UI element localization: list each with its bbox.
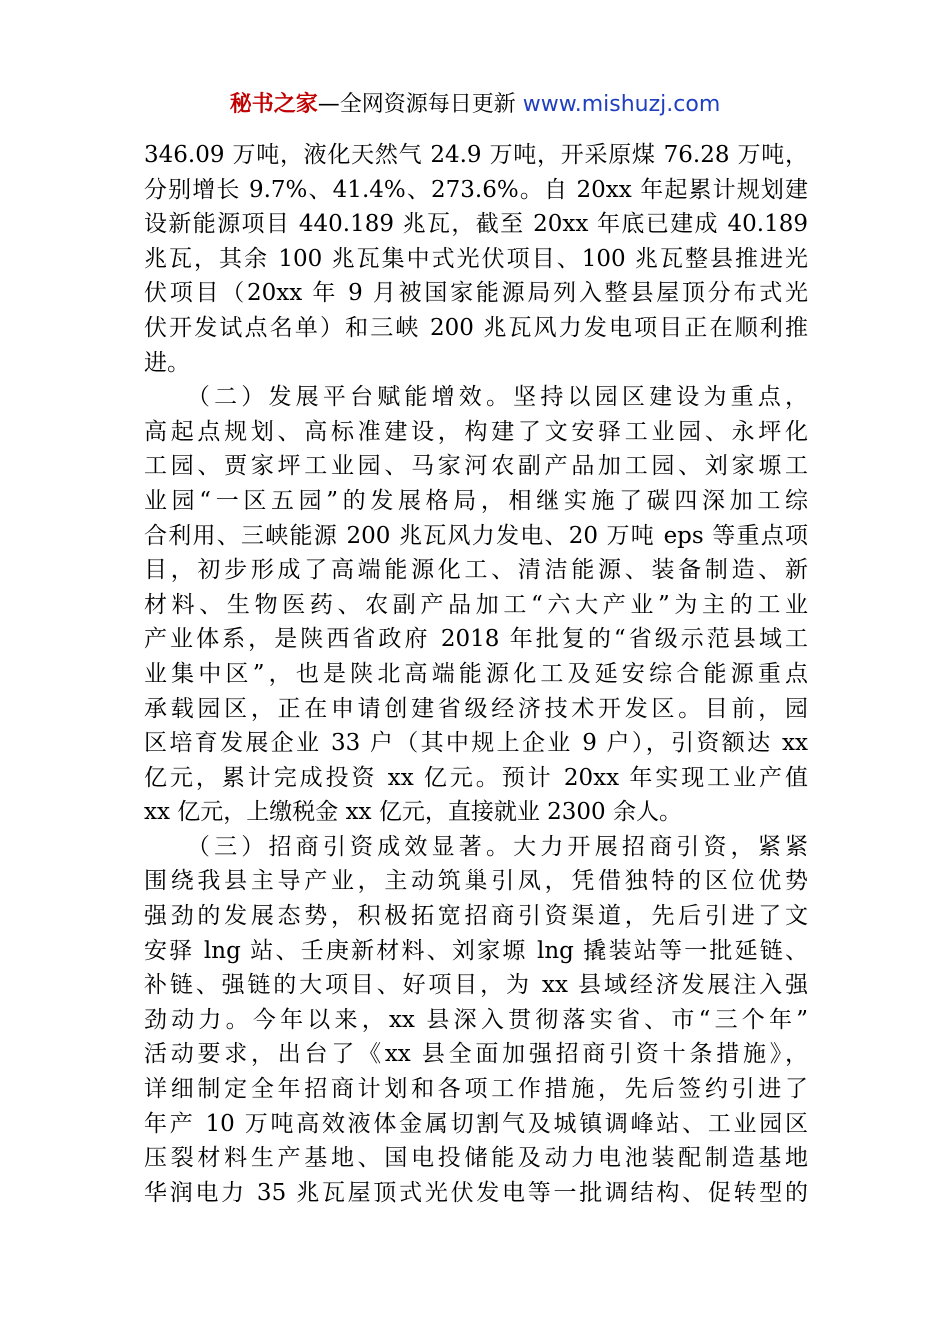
text-line: 年产 10 万吨高效液体金属切割气及城镇调峰站、工业园区 bbox=[144, 1110, 808, 1137]
text-line: 劲动力。今年以来，xx 县深入贯彻落实省、市“三个年” bbox=[144, 1006, 808, 1033]
text-line: （二）发展平台赋能增效。坚持以园区建设为重点， bbox=[144, 384, 808, 411]
text-line: 活动要求，出台了《xx 县全面加强招商引资十条措施》， bbox=[144, 1041, 808, 1068]
text-line: 工园、贾家坪工业园、马家河农副产品加工园、刘家塬工 bbox=[144, 453, 808, 480]
text-line: 补链、强链的大项目、好项目，为 xx 县域经济发展注入强 bbox=[144, 972, 808, 999]
text-line: 设新能源项目 440.189 兆瓦，截至 20xx 年底已建成 40.189 bbox=[144, 211, 808, 238]
text-line: 目，初步形成了高端能源化工、清洁能源、装备制造、新 bbox=[144, 557, 808, 584]
text-line: 业园“一区五园”的发展格局，相继实施了碳四深加工综 bbox=[144, 487, 808, 514]
text-line: 材料、生物医药、农副产品加工“六大产业”为主的工业 bbox=[144, 591, 808, 618]
text-line: 承载园区，正在申请创建省级经济技术开发区。目前，园 bbox=[144, 695, 808, 722]
text-line: 业集中区”，也是陕北高端能源化工及延安综合能源重点 bbox=[144, 660, 808, 687]
document-body bbox=[144, 138, 808, 1210]
brand-name: 秘书之家 bbox=[229, 92, 318, 117]
site-header bbox=[0, 88, 950, 122]
text-line: 分别增长 9.7%、41.4%、273.6%。自 20xx 年起累计规划建 bbox=[144, 176, 808, 203]
text-line: 伏项目（20xx 年 9 月被国家能源局列入整县屋顶分布式光 bbox=[144, 280, 808, 307]
text-line: 兆瓦，其余 100 兆瓦集中式光伏项目、100 兆瓦整县推进光 bbox=[144, 245, 808, 272]
text-line: xx 亿元，上缴税金 xx 亿元，直接就业 2300 余人。 bbox=[144, 799, 682, 826]
text-line: 区培育发展企业 33 户（其中规上企业 9 户），引资额达 xx bbox=[144, 730, 808, 757]
text-line: 安驿 lng 站、壬庚新材料、刘家塬 lng 撬装站等一批延链、 bbox=[144, 937, 808, 964]
text-line: 合利用、三峡能源 200 兆瓦风力发电、20 万吨 eps 等重点项 bbox=[144, 522, 808, 549]
text-line: 详细制定全年招商计划和各项工作措施，先后签约引进了 bbox=[144, 1076, 808, 1103]
text-line: （三）招商引资成效显著。大力开展招商引资，紧紧 bbox=[144, 833, 808, 860]
text-line: 进。 bbox=[144, 349, 190, 376]
text-line: 伏开发试点名单）和三峡 200 兆瓦风力发电项目正在顺利推 bbox=[144, 314, 808, 341]
text-line: 围绕我县主导产业，主动筑巢引凤，凭借独特的区位优势 bbox=[144, 868, 808, 895]
text-line: 压裂材料生产基地、国电投储能及动力电池装配制造基地 bbox=[144, 1145, 808, 1172]
text-line: 346.09 万吨，液化天然气 24.9 万吨，开采原煤 76.28 万吨， bbox=[144, 142, 808, 168]
text-line: 强劲的发展态势，积极拓宽招商引资渠道，先后引进了文 bbox=[144, 903, 808, 930]
text-line: 高起点规划、高标准建设，构建了文安驿工业园、永坪化 bbox=[144, 418, 808, 445]
text-line: 亿元，累计完成投资 xx 亿元。预计 20xx 年实现工业产值 bbox=[144, 764, 808, 791]
text-line: 华润电力 35 兆瓦屋顶式光伏发电等一批调结构、促转型的 bbox=[144, 1179, 808, 1206]
text-line: 产业体系，是陕西省政府 2018 年批复的“省级示范县域工 bbox=[144, 626, 808, 653]
site-url-link[interactable]: www.mishuzj.com bbox=[522, 92, 721, 117]
header-tagline: —全网资源每日更新 bbox=[317, 92, 523, 117]
